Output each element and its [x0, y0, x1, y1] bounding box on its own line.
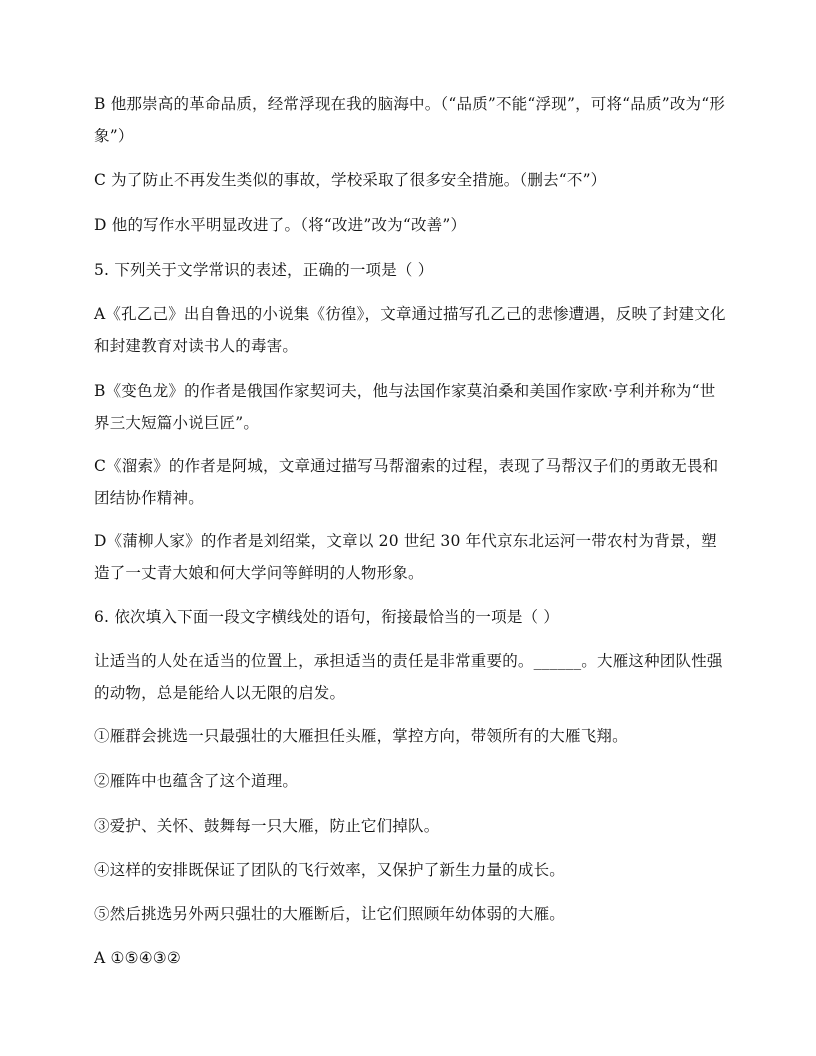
- option-a-question-5: A《孔乙己》出自鲁迅的小说集《彷徨》，文章通过描写孔乙己的悲惨遭遇，反映了封建文化和封建教育对读书人的毒害。: [94, 305, 726, 355]
- question-5-stem: 5. 下列关于文学常识的表述，正确的一项是（ ）: [94, 261, 434, 279]
- option-c-question-5: C《溜索》的作者是阿城，文章通过描写马帮溜索的过程，表现了马帮汉子们的勇敢无畏和团结协作精神。: [94, 457, 719, 507]
- option-d-question-5: D《蒲柳人家》的作者是刘绍棠，文章以 20 世纪 30 年代京东北运河一带农村为背景，塑造了一丈青大娘和何大学问等鲜明的人物形象。: [94, 532, 717, 582]
- sentence-5: ⑤然后挑选另外两只强壮的大雁断后，让它们照顾年幼体弱的大雁。: [94, 905, 566, 923]
- question-6-passage: 让适当的人处在适当的位置上，承担适当的责任是非常重要的。______。大雁这种团队性强的动物，总是能给人以无限的启发。: [94, 652, 723, 702]
- sentence-4: ④这样的安排既保证了团队的飞行效率，又保护了新生力量的成长。: [94, 861, 566, 879]
- option-d-question-4: D 他的写作水平明显改进了。（将“改进”改为“改善”）: [94, 216, 467, 234]
- option-a-question-6: A ①⑤④③②: [94, 949, 181, 967]
- option-b-question-4: B 他那崇高的革命品质，经常浮现在我的脑海中。（“品质”不能“浮现”，可将“品质”改为“形象”）: [94, 95, 726, 145]
- sentence-3: ③爱护、关怀、鼓舞每一只大雁，防止它们掉队。: [94, 817, 440, 835]
- sentence-2: ②雁阵中也蕴含了这个道理。: [94, 772, 299, 790]
- question-6-stem: 6. 依次填入下面一段文字横线处的语句，衔接最恰当的一项是（ ）: [94, 608, 560, 626]
- sentence-1: ①雁群会挑选一只最强壮的大雁担任头雁，掌控方向，带领所有的大雁飞翔。: [94, 727, 628, 745]
- option-c-question-4: C 为了防止不再发生类似的事故，学校采取了很多安全措施。（删去“不”）: [94, 171, 607, 189]
- option-b-question-5: B《变色龙》的作者是俄国作家契诃夫，他与法国作家莫泊桑和美国作家欧·亨利并称为“世界三大短篇小说巨匠”。: [94, 382, 716, 432]
